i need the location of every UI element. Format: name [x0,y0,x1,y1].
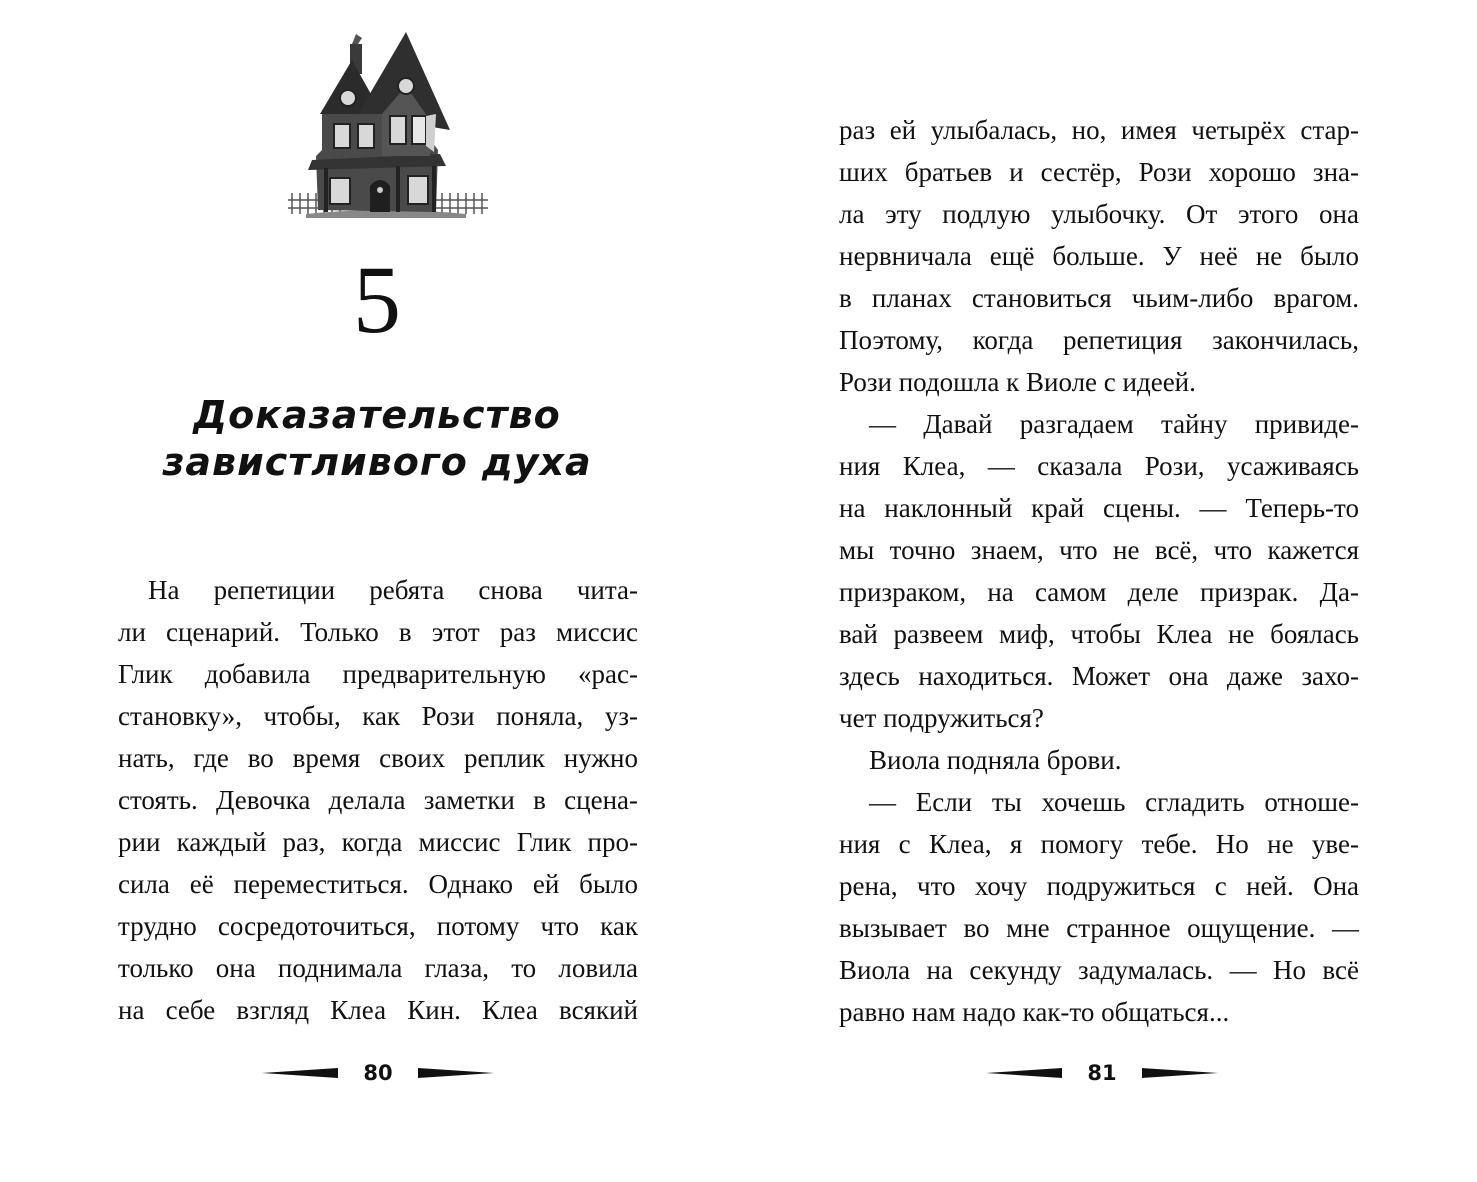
text-line: вызывает во мне странное ощущение. — [839,913,1359,943]
text-line: только она поднимала глаза, то ловила [118,953,638,983]
text-line: Виола подняла брови. [869,745,1122,775]
text-line: — Давай разгадаем тайну привиде- [869,409,1359,439]
text-line: рии каждый раз, когда миссис Глик про- [118,827,638,857]
text-line: стоять. Девочка делала заметки в сцена- [118,785,638,815]
haunted-house-icon [286,30,490,220]
text-line: здесь находиться. Может она даже захо- [839,661,1359,691]
page-number: 80 [363,1061,393,1085]
text-line: становку», чтобы, как Рози поняла, уз- [118,701,638,731]
right-page [738,0,1477,1182]
chapter-title [0,392,754,486]
text-line: рена, что хочу подружиться с ней. Она [839,871,1359,901]
left-ornament-icon [986,1066,1062,1080]
text-line: раз ей улыбалась, но, имея четырёх стар- [839,115,1359,145]
text-line: в планах становиться чьим-либо врагом. [839,283,1359,313]
chapter-title-line: Доказательство [193,393,561,437]
text-line: сила её переместиться. Однако ей было [118,869,638,899]
text-line: на себе взгляд Клеа Кин. Клеа всякий [118,995,638,1025]
text-line: ших братьев и сестёр, Рози хорошо зна- [839,157,1359,187]
right-ornament-icon [418,1066,494,1080]
text-line: Глик добавила предварительную «рас- [118,659,638,689]
text-line: ния Клеа, — сказала Рози, усаживаясь [839,451,1359,481]
text-line: вай развеем миф, чтобы Клеа не боялась [839,619,1359,649]
text-line: Виола на секунду задумалась. — Но всё [839,955,1359,985]
left-page [0,0,738,1182]
chapter-number: 5 [353,246,401,353]
page-number-footer [986,1058,1218,1088]
text-line: равно нам надо как-то общаться... [839,997,1230,1027]
text-line: На репетиции ребята снова чита- [148,575,638,605]
text-line: Поэтому, когда репетиция закончилась, [839,325,1359,355]
text-line: нервничала ещё больше. У неё не было [839,241,1359,271]
left-ornament-icon [262,1066,338,1080]
text-line: — Если ты хочешь сгладить отноше- [869,787,1359,817]
page-number: 81 [1087,1061,1117,1085]
text-line: трудно сосредоточиться, потому что как [118,911,638,941]
chapter-title-line: завистливого духа [162,440,592,484]
text-line: на наклонный край сцены. — Теперь-то [839,493,1359,523]
text-line: ла эту подлую улыбочку. От этого она [839,199,1359,229]
text-line: ния с Клеа, я помогу тебе. Но не уве- [839,829,1359,859]
text-line: чет подружиться? [839,703,1044,733]
text-line: призраком, на самом деле призрак. Да- [839,577,1359,607]
text-line: мы точно знаем, что не всё, что кажется [839,535,1359,565]
page-number-footer [262,1058,494,1088]
text-line: Рози подошла к Виоле с идеей. [839,367,1196,397]
text-line: ли сценарий. Только в этот раз миссис [118,617,638,647]
text-line: нать, где во время своих реплик нужно [118,743,638,773]
right-ornament-icon [1142,1066,1218,1080]
